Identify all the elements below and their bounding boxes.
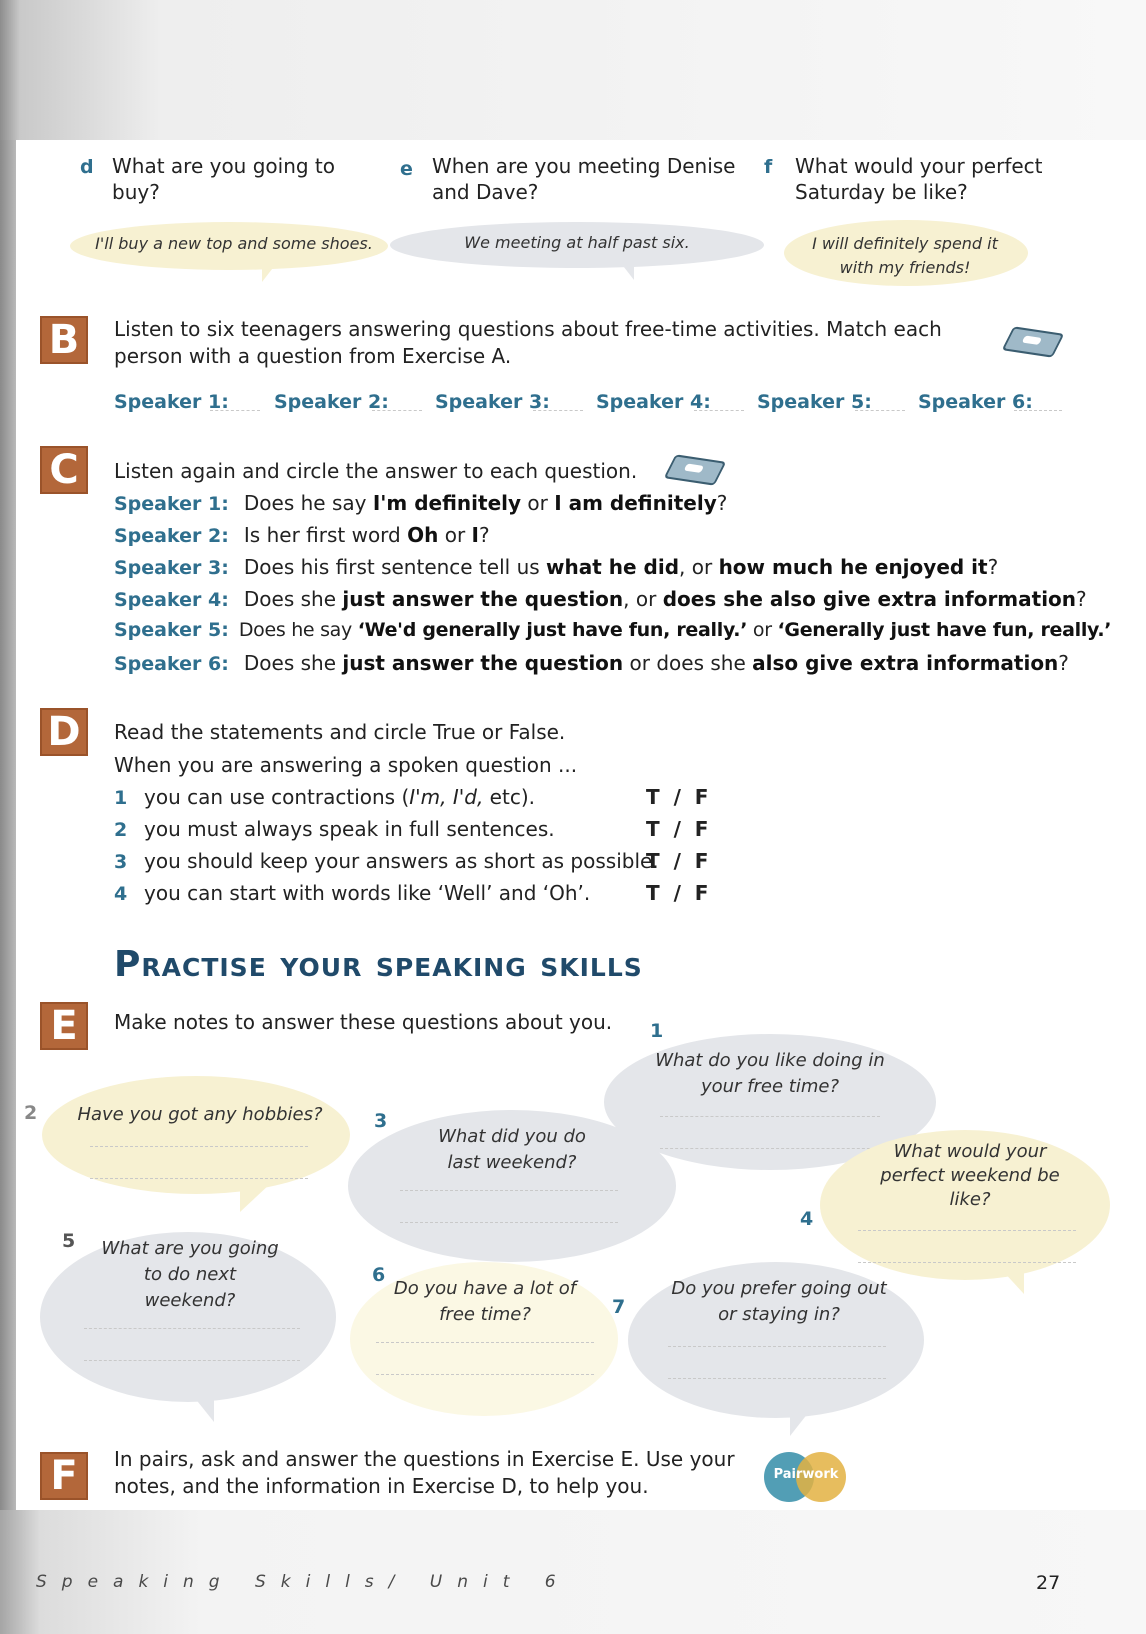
c-text: Is her first word bbox=[243, 523, 408, 547]
bubble-6-note-line[interactable] bbox=[376, 1374, 594, 1375]
section-f-instruction: In pairs, ask and answer the questions in Exercise E. Use your notes, and the information in Exercise D, to help you. bbox=[114, 1447, 735, 1498]
bubble-4-text: What would your perfect weekend be like? bbox=[880, 1141, 1060, 1210]
c-text: ? bbox=[479, 523, 490, 547]
speaker-2-answer-line[interactable] bbox=[372, 410, 422, 411]
bubble-6-text: Do you have a lot of free time? bbox=[393, 1278, 577, 1325]
statement-row bbox=[114, 817, 555, 841]
bubble-1-number: 1 bbox=[650, 1020, 664, 1042]
question-f-text: What would your perfect Saturday be like? bbox=[795, 154, 1043, 204]
speaker-5-label: Speaker 5: bbox=[757, 391, 872, 413]
c-row bbox=[114, 555, 998, 579]
page-spine-shadow bbox=[0, 140, 16, 1634]
pairwork-badge: Pairwork bbox=[773, 1467, 839, 1482]
c-row bbox=[114, 651, 1069, 675]
bubble-4-note-line[interactable] bbox=[858, 1262, 1076, 1263]
bubble-2-text: Have you got any hobbies? bbox=[77, 1104, 323, 1125]
speaker-3-label: Speaker 3: bbox=[435, 391, 550, 413]
c-text: or bbox=[747, 619, 778, 641]
section-e-instruction: Make notes to answer these questions about you. bbox=[114, 1010, 613, 1034]
audio-cassette-icon bbox=[1002, 326, 1065, 357]
c-row bbox=[114, 619, 1111, 641]
question-e-text: When are you meeting Denise and Dave? bbox=[432, 154, 736, 204]
bubble-3-note-line[interactable] bbox=[400, 1190, 618, 1191]
section-c-instruction: Listen again and circle the answer to each question. bbox=[114, 459, 638, 483]
c-text: ? bbox=[716, 491, 728, 515]
c-option-a[interactable]: Oh bbox=[407, 523, 439, 547]
question-d-text: What are you going to buy? bbox=[112, 154, 336, 204]
speaker-4-label: Speaker 4: bbox=[596, 391, 711, 413]
c-text: ? bbox=[1058, 651, 1069, 675]
statement-row bbox=[114, 785, 535, 809]
bubble-2-note-line[interactable] bbox=[90, 1178, 308, 1179]
speaker-5-answer-line[interactable] bbox=[855, 410, 905, 411]
bubble-3-text: What did you do last weekend? bbox=[438, 1126, 586, 1173]
section-d-lead: When you are answering a spoken question ... bbox=[114, 753, 578, 777]
c-speaker-5: Speaker 5: bbox=[114, 619, 229, 641]
question-f-letter: f bbox=[764, 156, 773, 178]
bubble-1-text: What do you like doing in your free time? bbox=[655, 1050, 885, 1097]
bubble-3-number: 3 bbox=[374, 1110, 388, 1132]
true-false-choice-3[interactable]: T / F bbox=[646, 849, 709, 873]
speaker-1-label: Speaker 1: bbox=[114, 391, 229, 413]
bubble-5-tail bbox=[190, 1392, 214, 1422]
page-number: 27 bbox=[1036, 1572, 1061, 1594]
c-text: Does she bbox=[243, 587, 343, 611]
speaker-2-label: Speaker 2: bbox=[274, 391, 389, 413]
bubble-4-note-line[interactable] bbox=[858, 1230, 1076, 1231]
c-option-b[interactable]: does she also give extra information bbox=[662, 587, 1077, 611]
footer-title: Speaking Skills/ Unit 6 bbox=[36, 1572, 571, 1592]
c-text: Does he say bbox=[238, 619, 358, 641]
statement-row bbox=[114, 849, 659, 873]
c-text: Does he say bbox=[243, 491, 373, 515]
statement-text: you must always speak in full sentences. bbox=[144, 817, 555, 841]
bubble-7-note-line[interactable] bbox=[668, 1346, 886, 1347]
question-e-letter: e bbox=[400, 158, 413, 180]
bubble-1-note-line[interactable] bbox=[660, 1116, 880, 1117]
audio-cassette-icon-2 bbox=[664, 454, 727, 485]
speaker-6-answer-line[interactable] bbox=[1014, 410, 1062, 411]
bubble-7-text: Do you prefer going out or staying in? bbox=[671, 1278, 887, 1325]
c-option-a[interactable]: ‘We'd generally just have fun, really.’ bbox=[357, 619, 748, 641]
true-false-choice-4[interactable]: T / F bbox=[646, 881, 709, 905]
statement-row bbox=[114, 881, 590, 905]
practise-heading: Practise your speaking skills bbox=[114, 944, 643, 985]
answer-bubble-e-tail bbox=[620, 262, 634, 280]
bubble-2-tail bbox=[240, 1184, 270, 1212]
c-text: ? bbox=[1076, 587, 1087, 611]
c-row bbox=[114, 523, 490, 547]
bubble-7-tail bbox=[790, 1408, 812, 1436]
statement-text: you can start with words like ‘Well’ and ‘Oh’. bbox=[144, 881, 591, 905]
page-shadow-top bbox=[0, 0, 1146, 140]
c-text: or does she bbox=[623, 651, 753, 675]
answer-bubble-d-tail bbox=[262, 264, 276, 282]
bubble-5-text: What are you going to do next weekend? bbox=[101, 1238, 279, 1311]
speaker-1-answer-line[interactable] bbox=[210, 410, 260, 411]
c-speaker-4: Speaker 4: bbox=[114, 589, 229, 611]
c-option-a[interactable]: just answer the question bbox=[342, 587, 624, 611]
bubble-2 bbox=[42, 1076, 350, 1194]
section-b-instruction: Listen to six teenagers answering questions about free-time activities. Match each person with a question from Exercise A. bbox=[114, 317, 942, 368]
bubble-4-number: 4 bbox=[800, 1208, 814, 1230]
statement-number: 1 bbox=[114, 787, 128, 809]
bubble-7-note-line[interactable] bbox=[668, 1378, 886, 1379]
c-text: , or bbox=[679, 555, 719, 579]
c-text: or bbox=[521, 491, 555, 515]
true-false-choice-1[interactable]: T / F bbox=[646, 785, 709, 809]
c-row bbox=[114, 587, 1087, 611]
bubble-6-note-line[interactable] bbox=[376, 1342, 594, 1343]
speaker-3-answer-line[interactable] bbox=[533, 410, 583, 411]
c-speaker-3: Speaker 3: bbox=[114, 557, 229, 579]
bubble-5-note-line[interactable] bbox=[84, 1360, 300, 1361]
c-option-b[interactable]: I am definitely bbox=[554, 491, 717, 515]
c-speaker-2: Speaker 2: bbox=[114, 525, 229, 547]
answer-f-text: I will definitely spend it with my friends! bbox=[812, 234, 998, 277]
statement-number: 2 bbox=[114, 819, 128, 841]
c-text: ? bbox=[987, 555, 999, 579]
c-option-a[interactable]: just answer the question bbox=[342, 651, 624, 675]
bubble-2-note-line[interactable] bbox=[90, 1146, 308, 1147]
section-c-label: C bbox=[40, 446, 88, 494]
section-f-label: F bbox=[40, 1452, 88, 1500]
section-b-label: B bbox=[40, 316, 88, 364]
c-option-b[interactable]: also give extra information bbox=[752, 651, 1059, 675]
speaker-6-label: Speaker 6: bbox=[918, 391, 1033, 413]
bubble-6-number: 6 bbox=[372, 1264, 386, 1286]
bubble-4-tail bbox=[1000, 1268, 1024, 1294]
answer-d-text: I'll buy a new top and some shoes. bbox=[95, 234, 373, 253]
c-text: , or bbox=[623, 587, 663, 611]
c-option-b[interactable]: I bbox=[471, 523, 479, 547]
c-speaker-6: Speaker 6: bbox=[114, 653, 229, 675]
statement-number: 4 bbox=[114, 883, 128, 905]
bubble-2-number: 2 bbox=[24, 1102, 38, 1124]
question-d-letter: d bbox=[80, 156, 94, 178]
statement-italic: I'm, I'd, bbox=[409, 785, 484, 809]
c-speaker-1: Speaker 1: bbox=[114, 493, 229, 515]
section-d-label: D bbox=[40, 708, 88, 756]
c-row bbox=[114, 491, 727, 515]
bubble-1-note-line[interactable] bbox=[660, 1148, 880, 1149]
statement-text: etc). bbox=[483, 785, 535, 809]
c-option-b[interactable]: ‘Generally just have fun, really.’ bbox=[777, 619, 1112, 641]
c-text: Does his first sentence tell us bbox=[243, 555, 547, 579]
answer-e-text: We meeting at half past six. bbox=[464, 233, 690, 252]
true-false-choice-2[interactable]: T / F bbox=[646, 817, 709, 841]
statement-number: 3 bbox=[114, 851, 128, 873]
statement-text: you should keep your answers as short as possible. bbox=[144, 849, 659, 873]
section-e-label: E bbox=[40, 1002, 88, 1050]
speaker-4-answer-line[interactable] bbox=[694, 410, 744, 411]
bubble-7-number: 7 bbox=[612, 1296, 626, 1318]
bubble-5-number: 5 bbox=[62, 1230, 76, 1252]
c-option-a[interactable]: I'm definitely bbox=[372, 491, 522, 515]
section-d-instruction: Read the statements and circle True or False. bbox=[114, 720, 566, 744]
c-option-b[interactable]: how much he enjoyed it bbox=[718, 555, 988, 579]
c-option-a[interactable]: what he did bbox=[546, 555, 680, 579]
c-text: Does she bbox=[243, 651, 343, 675]
statement-text: you can use contractions ( bbox=[144, 785, 410, 809]
bubble-3-note-line[interactable] bbox=[400, 1222, 618, 1223]
bubble-5-note-line[interactable] bbox=[84, 1328, 300, 1329]
c-text: or bbox=[438, 523, 472, 547]
